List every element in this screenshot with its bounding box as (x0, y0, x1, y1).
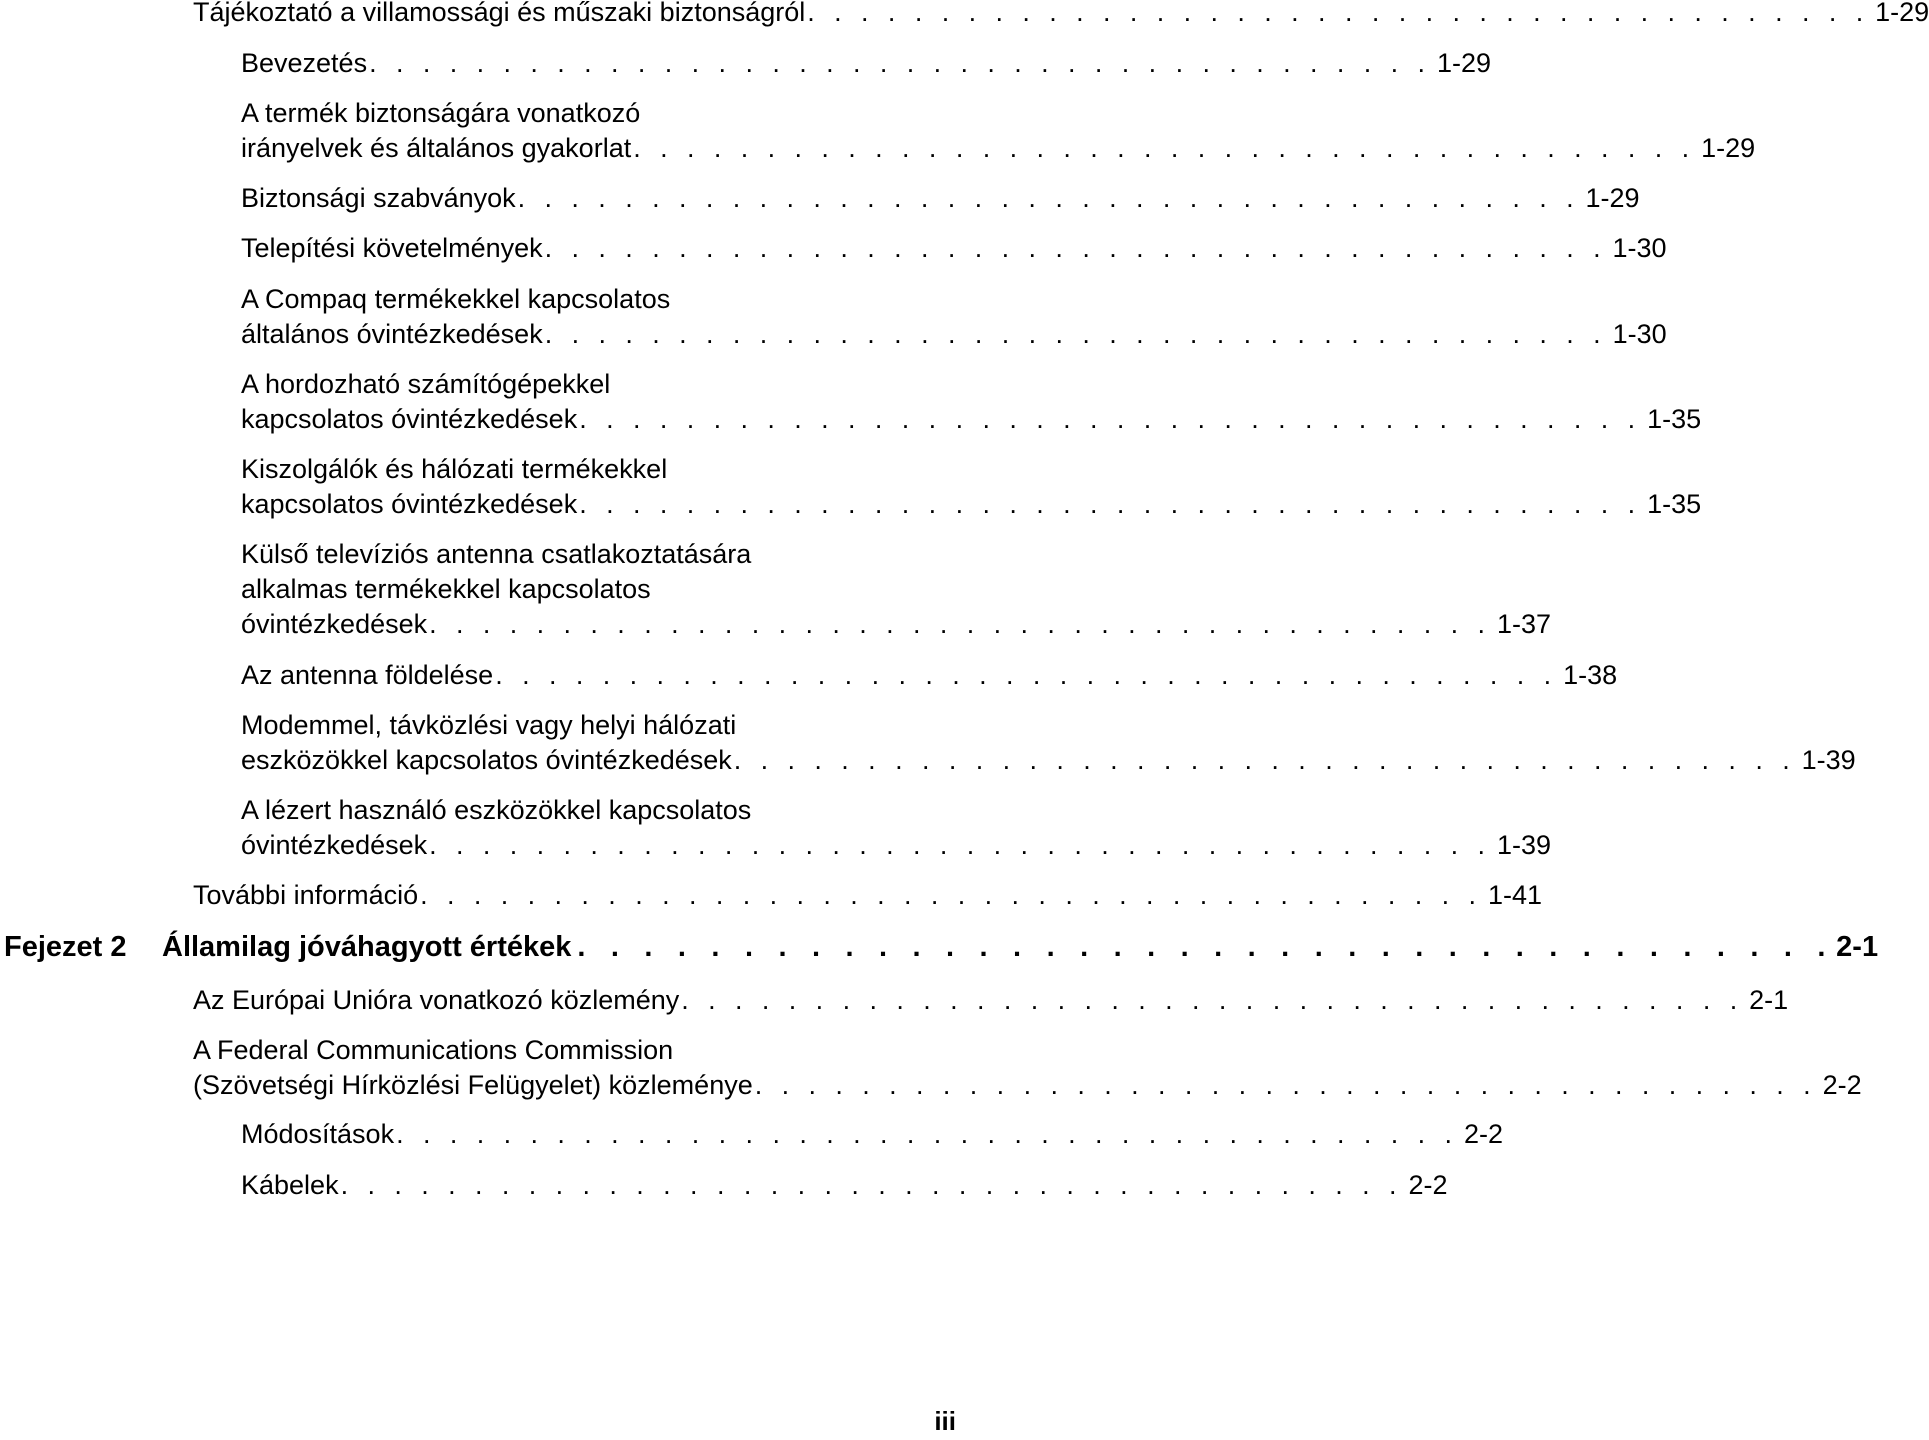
chapter-heading[interactable] (4, 928, 1879, 966)
dot-leader: . . . . . . . . . . . . . . . . . . . . . . . . . . . . . . . . . . . . . . . . (369, 48, 1431, 78)
toc-entry[interactable] (241, 96, 1756, 166)
toc-entry[interactable] (241, 537, 1552, 642)
toc-entry[interactable] (241, 231, 1667, 266)
toc-entry[interactable] (241, 1168, 1448, 1203)
toc-page-number: 1-29 (1701, 133, 1756, 163)
toc-entry-title: Biztonsági szabványok (241, 183, 516, 213)
toc-entry-title: kapcsolatos óvintézkedések (241, 404, 578, 434)
toc-entry[interactable] (193, 1033, 1862, 1103)
dot-leader: . . . . . . . . . . . . . . . . . . . . . . . . . . . . . . . . . . . . . . . . (579, 404, 1642, 434)
chapter-page-number: 2-1 (1836, 931, 1879, 963)
dot-leader: . . . . . . . . . . . . . . . . . . . . . . . . . . . . . . . . . . . . . . . . (420, 880, 1482, 910)
toc-entry-title: Telepítési követelmények (241, 233, 543, 263)
toc-entry-title-line: alkalmas termékekkel kapcsolatos (241, 574, 651, 604)
toc-entry[interactable] (241, 46, 1491, 81)
toc-entry-title-line: A lézert használó eszközökkel kapcsolatos (241, 795, 752, 825)
toc-entry[interactable] (241, 282, 1667, 352)
toc-entry-title: irányelvek és általános gyakorlat (241, 133, 632, 163)
toc-entry-title: óvintézkedések (241, 830, 428, 860)
chapter-label: Fejezet 2 (4, 931, 127, 963)
toc-entry-title: kapcsolatos óvintézkedések (241, 489, 578, 519)
toc-entry[interactable] (241, 367, 1702, 437)
toc-entry-title: Tájékoztató a villamossági és műszaki biztonságról (193, 0, 806, 27)
toc-entry[interactable] (241, 793, 1552, 863)
toc-page-number: 1-41 (1488, 880, 1543, 910)
dot-leader: . . . . . . . . . . . . . . . . . . . . . . . . . . . . . . . . . . . . . . . . (429, 830, 1491, 860)
dot-leader: . . . . . . . . . . . . . . . . . . . . . . . . . . . . . . . . . . . . . . . . (733, 745, 1796, 775)
toc-entry[interactable] (193, 878, 1543, 913)
chapter-title: Államilag jóváhagyott értékek (162, 931, 572, 963)
toc-entry-title: eszközökkel kapcsolatos óvintézkedések (241, 745, 732, 775)
toc-page-number: 1-29 (1436, 48, 1491, 78)
dot-leader: . . . . . . . . . . . . . . . . . . . . . . . . . . . . . . . . . . . . . . . . (579, 489, 1642, 519)
toc-entry[interactable] (193, 0, 1929, 30)
toc-entry-title-line: Kiszolgálók és hálózati termékekkel (241, 454, 668, 484)
page-number: iii (934, 1406, 956, 1436)
toc-page-number: 2-2 (1463, 1119, 1503, 1149)
dot-leader: . . . . . . . . . . . . . . . . . . . . . . . . . . . . . . . . . . . . . . . . (544, 319, 1607, 349)
toc-page-number: 1-38 (1563, 660, 1618, 690)
toc-page-number: 1-30 (1612, 319, 1667, 349)
dot-leader: . . . . . . . . . . . . . . . . . . . . . . . . . . . . . . . . . . . . . . . . (340, 1170, 1403, 1200)
dot-leader: . . . . . . . . . . . . . . . . . . . . . . . . . . . . . . . . . . . . . . . . (517, 183, 1580, 213)
toc-entry-title: További információ (193, 880, 419, 910)
toc-page-number: 1-29 (1875, 0, 1929, 27)
dot-leader: . . . . . . . . . . . . . . . . . . . . . . . . . . . . . . . . . . . . . . . . (754, 1070, 1817, 1100)
toc-entry[interactable] (241, 452, 1702, 522)
toc-entry[interactable] (193, 983, 1789, 1018)
toc-entry-title: Módosítások (241, 1119, 395, 1149)
toc-entry-title-line: A termék biztonságára vonatkozó (241, 98, 641, 128)
toc-page-number: 2-2 (1822, 1070, 1862, 1100)
toc-entry-title-line: Modemmel, távközlési vagy helyi hálózati (241, 710, 737, 740)
toc-entry[interactable] (241, 708, 1856, 778)
toc-page-number: 1-37 (1497, 609, 1552, 639)
toc-entry-title: Kábelek (241, 1170, 339, 1200)
toc-entry-title: Az antenna földelése (241, 660, 494, 690)
toc-page-number: 1-29 (1585, 183, 1640, 213)
dot-leader: . . . . . . . . . . . . . . . . . . . . . . . . . . . . . . . . . . . . . . . . (633, 133, 1696, 163)
toc-entry[interactable] (241, 1117, 1503, 1152)
dot-leader: . . . . . . . . . . . . . . . . . . . . . . . . . . . . . . . . . . . . . . . . (807, 0, 1870, 27)
toc-page-number: 1-30 (1612, 233, 1667, 263)
toc-entry-title: általános óvintézkedések (241, 319, 543, 349)
toc-entry-title: (Szövetségi Hírközlési Felügyelet) közleménye (193, 1070, 753, 1100)
dot-leader: . . . . . . . . . . . . . . . . . . . . . . . . . . . . . . . . . . . . . . . . (495, 660, 1558, 690)
toc-entry-title-line: Külső televíziós antenna csatlakoztatására (241, 539, 752, 569)
toc-entry-title: óvintézkedések (241, 609, 428, 639)
toc-page-number: 2-2 (1408, 1170, 1448, 1200)
toc-entry-title-line: A hordozható számítógépekkel (241, 369, 611, 399)
dot-leader: . . . . . . . . . . . . . . . . . . . . . . . . . . . . . . . . . . . . . . . . (681, 985, 1744, 1015)
toc-entry[interactable] (241, 181, 1640, 216)
toc-entry-title-line: A Federal Communications Commission (193, 1035, 674, 1065)
toc-page-number: 2-1 (1749, 985, 1789, 1015)
dot-leader: . . . . . . . . . . . . . . . . . . . . . . . . . . . . . . . . . . . . . . . . (396, 1119, 1458, 1149)
toc-entry-title: Bevezetés (241, 48, 368, 78)
toc-entry-title: Az Európai Unióra vonatkozó közlemény (193, 985, 680, 1015)
dot-leader: . . . . . . . . . . . . . . . . . . . . . . . . . . . . . . . . . . . . . . . . (544, 233, 1607, 263)
toc-page-number: 1-35 (1647, 489, 1702, 519)
toc-page-number: 1-39 (1497, 830, 1552, 860)
dot-leader: . . . . . . . . . . . . . . . . . . . . . . . . . . . . . . . . . . . . . . . . (429, 609, 1491, 639)
dot-leader: . . . . . . . . . . . . . . . . . . . . . . . . . . . . . . . . . . . . . . (577, 931, 1835, 963)
toc-entry[interactable] (241, 658, 1618, 693)
toc-entry-title-line: A Compaq termékekkel kapcsolatos (241, 284, 671, 314)
toc-page-number: 1-39 (1801, 745, 1856, 775)
toc-page-number: 1-35 (1647, 404, 1702, 434)
